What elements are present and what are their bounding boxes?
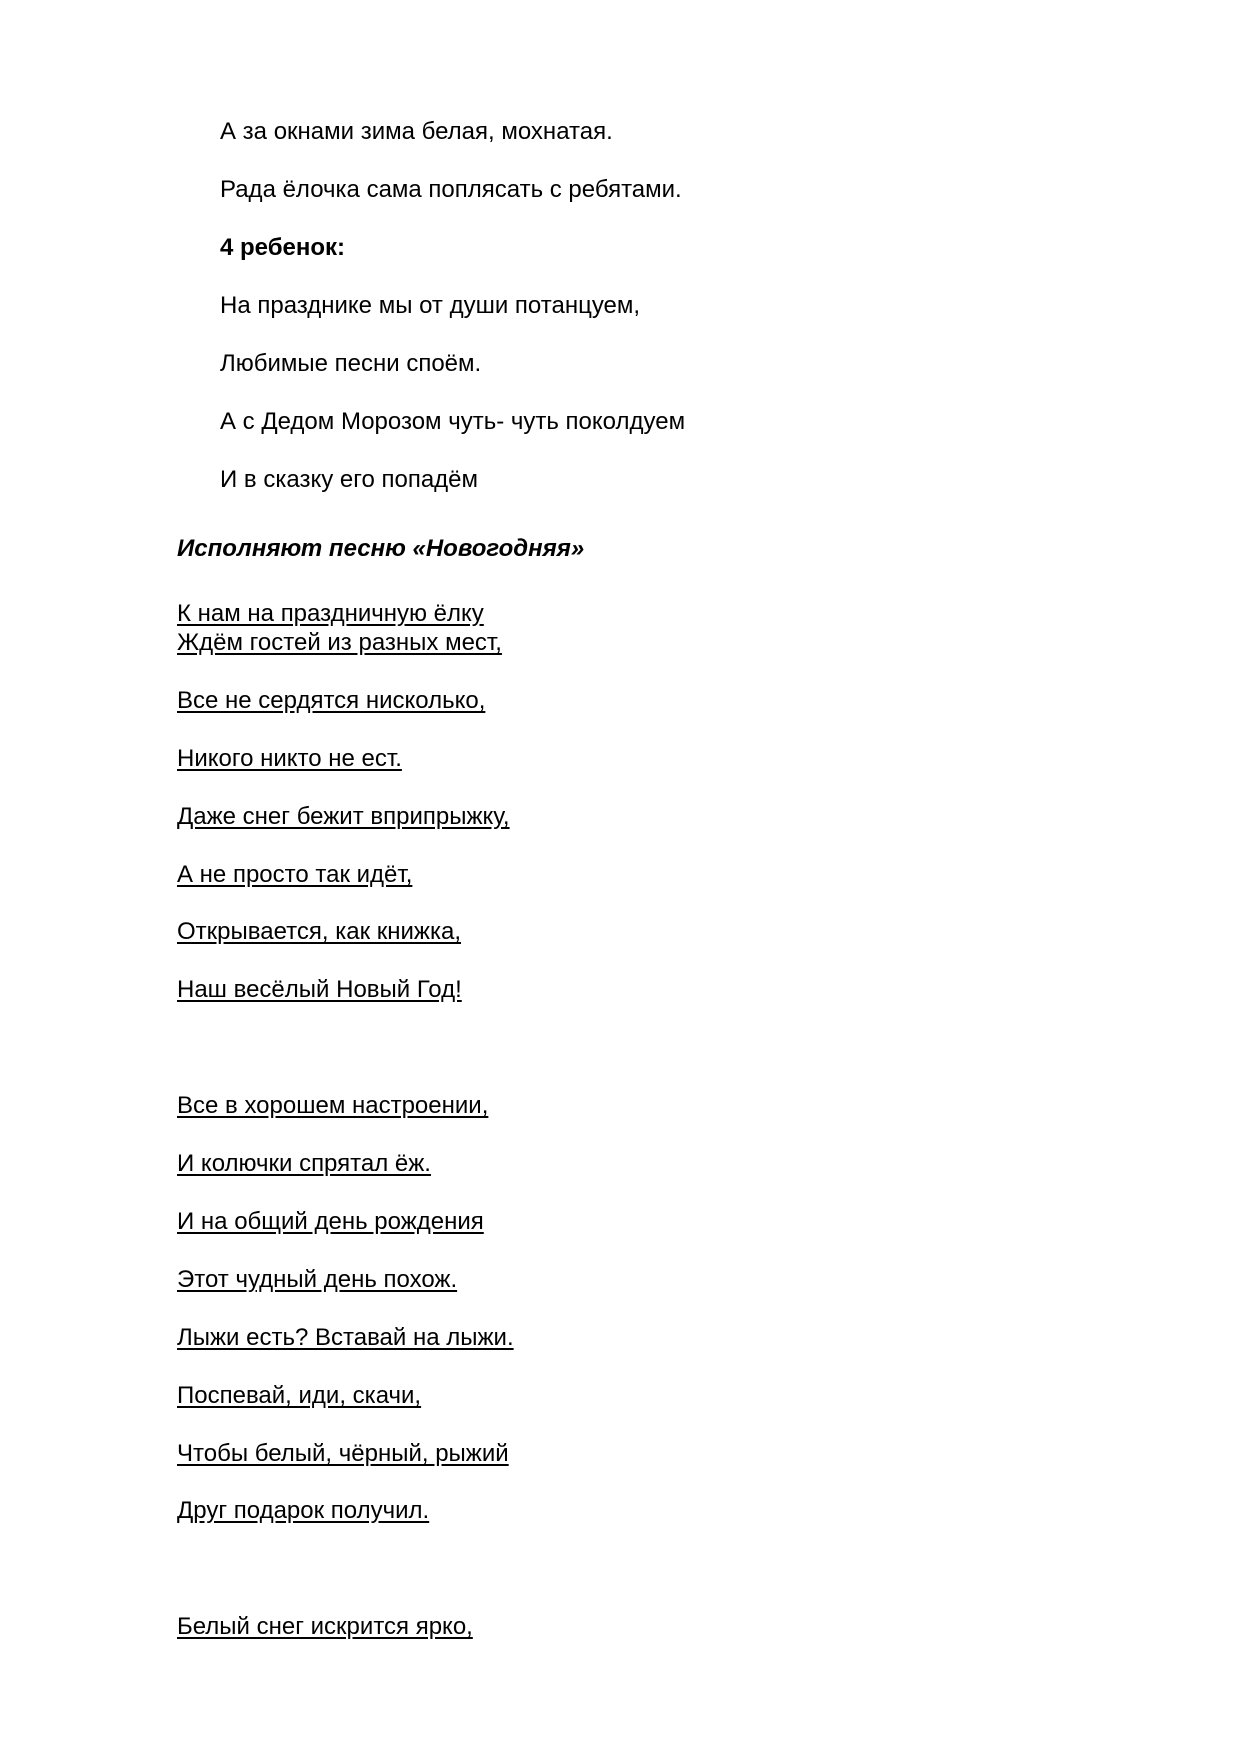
verse-line: И в сказку его попадём bbox=[220, 466, 479, 493]
verse-line: Любимые песни споём. bbox=[220, 350, 482, 377]
verse-line: А с Дедом Морозом чуть- чуть поколдуем bbox=[220, 408, 686, 435]
song-line: Чтобы белый, чёрный, рыжий bbox=[177, 1440, 509, 1467]
song-heading: Исполняют песню «Новогодняя» bbox=[177, 535, 585, 562]
song-line: К нам на праздничную ёлку bbox=[177, 600, 484, 627]
speaker-label: 4 ребенок: bbox=[220, 234, 346, 261]
song-line: Лыжи есть? Вставай на лыжи. bbox=[177, 1324, 514, 1351]
song-line: Открывается, как книжка, bbox=[177, 918, 461, 945]
song-line: Ждём гостей из разных мест, bbox=[177, 629, 502, 656]
verse-line: Рада ёлочка сама поплясать с ребятами. bbox=[220, 176, 682, 203]
song-line: Поспевай, иди, скачи, bbox=[177, 1382, 422, 1409]
song-line: И на общий день рождения bbox=[177, 1208, 484, 1235]
song-line: Наш весёлый Новый Год! bbox=[177, 976, 462, 1003]
song-line: Все в хорошем настроении, bbox=[177, 1092, 489, 1119]
verse-line: На празднике мы от души потанцуем, bbox=[220, 292, 641, 319]
song-line: И колючки спрятал ёж. bbox=[177, 1150, 431, 1177]
song-line: Друг подарок получил. bbox=[177, 1497, 430, 1524]
song-line: Белый снег искрится ярко, bbox=[177, 1613, 473, 1640]
song-line: Даже снег бежит вприпрыжку, bbox=[177, 803, 510, 830]
song-line: Все не сердятся нисколько, bbox=[177, 687, 486, 714]
song-line: Никого никто не ест. bbox=[177, 745, 402, 772]
song-line: А не просто так идёт, bbox=[177, 861, 413, 888]
song-line: Этот чудный день похож. bbox=[177, 1266, 458, 1293]
verse-line: А за окнами зима белая, мохнатая. bbox=[220, 118, 613, 145]
